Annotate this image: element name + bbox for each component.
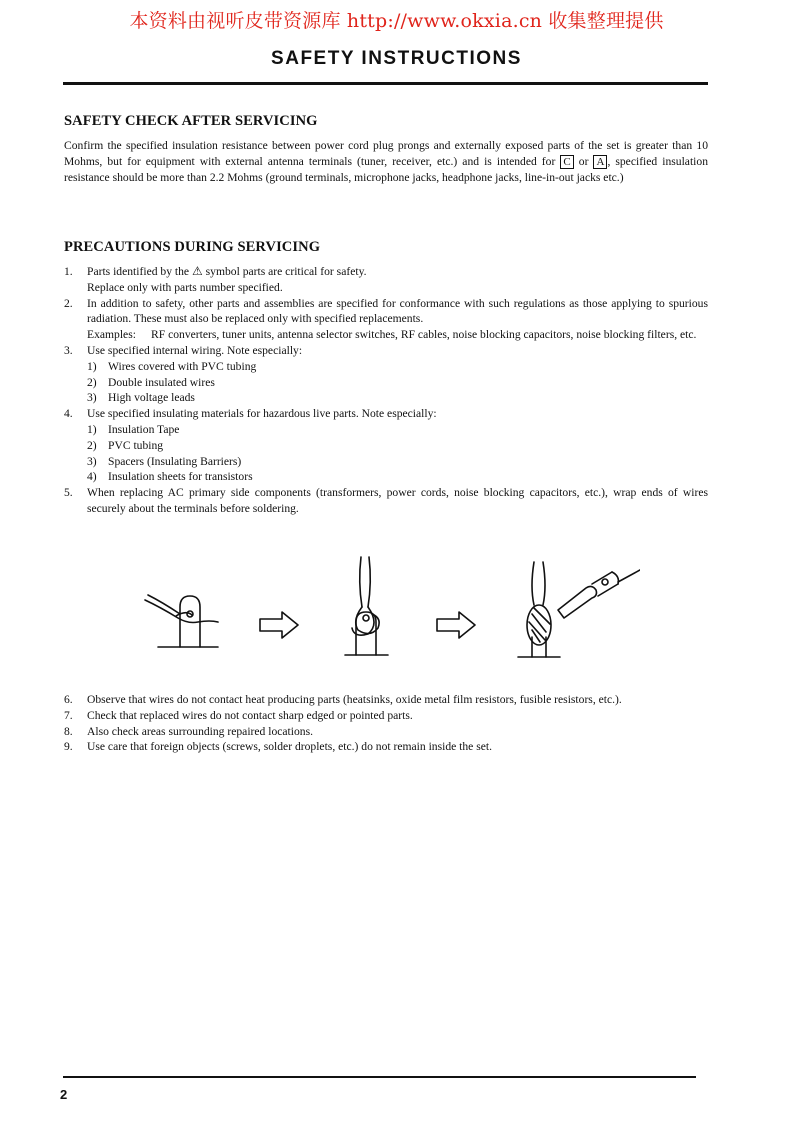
- item-number: 3.: [64, 343, 73, 357]
- item-number: 9.: [64, 740, 73, 754]
- list-item-2: [64, 296, 708, 343]
- sub-text: Spacers (Insulating Barriers): [108, 454, 242, 468]
- sub-text: High voltage leads: [108, 391, 195, 405]
- examples-text: RF converters, tuner units, antenna selector switches, RF cables, noise blocking capacitors, noise blocking filters, etc.: [151, 328, 697, 342]
- examples-row: [87, 327, 708, 343]
- list-item-6: [64, 692, 708, 708]
- sub-item: [87, 438, 708, 454]
- precautions-list: [64, 264, 708, 517]
- list-item-3: [64, 343, 708, 406]
- item-number: 7.: [64, 708, 73, 722]
- sub-text: PVC tubing: [108, 438, 164, 452]
- terminal-step-1-icon: [145, 595, 218, 647]
- item-number: 5.: [64, 486, 73, 500]
- sub-number: 4): [87, 470, 97, 484]
- sub-item: [87, 422, 708, 438]
- sub-number: 2): [87, 375, 97, 389]
- item-number: 2.: [64, 296, 73, 310]
- sub-item: [87, 359, 708, 375]
- sub-text: Insulation Tape: [108, 422, 180, 436]
- right-arrow-icon: [260, 612, 298, 638]
- safety-check-heading: SAFETY CHECK AFTER SERVICING: [64, 113, 318, 129]
- item2-text: In addition to safety, other parts and assemblies are specified for conformance with such regulations as those applying to spurious radiation. These must also be replaced only with specified replacements.: [87, 296, 708, 326]
- item1-text-post: symbol parts are critical for safety.: [205, 265, 367, 278]
- list-item-8: [64, 724, 708, 740]
- safety-check-text-2: , specified insulation resistance should be more than 2.2 Mohms (ground terminals, microphone jacks, headphone jacks, line-in-out jacks etc.): [64, 155, 708, 184]
- sub-item: [87, 390, 708, 406]
- right-arrow-icon: [437, 612, 475, 638]
- sub-number: 1): [87, 359, 97, 373]
- list-item-5: [64, 485, 708, 517]
- list-item-9: [64, 739, 708, 755]
- item1-line2: Replace only with parts number specified.: [87, 280, 283, 294]
- safety-check-paragraph: [64, 138, 708, 186]
- sub-text: Wires covered with PVC tubing: [108, 359, 257, 373]
- sub-item: [87, 454, 708, 470]
- wire-wrapping-illustration: [140, 552, 640, 662]
- item-number: 6.: [64, 693, 73, 706]
- sub-number: 3): [87, 391, 97, 405]
- page-title: SAFETY INSTRUCTIONS: [271, 48, 522, 69]
- sub-number: 2): [87, 438, 97, 452]
- list-item-7: [64, 708, 708, 724]
- precautions-list-continued: [64, 692, 708, 755]
- sub-text: Insulation sheets for transistors: [108, 470, 253, 484]
- item1-text-pre: Parts identified by the: [87, 265, 190, 278]
- footer-rule: [63, 1076, 696, 1078]
- sub-number: 3): [87, 454, 97, 468]
- item-text: Observe that wires do not contact heat producing parts (heatsinks, oxide metal film resistors, fusible resistors, etc.).: [87, 693, 622, 706]
- item-number: 4.: [64, 407, 73, 421]
- item5-text: When replacing AC primary side components (transformers, power cords, noise blocking capacitors, etc.), wrap ends of wires securely about the terminals before soldering.: [87, 486, 708, 515]
- or-word: or: [578, 155, 589, 168]
- page-number: 2: [60, 1087, 68, 1102]
- examples-label: Examples:: [87, 328, 136, 342]
- item-text: Use care that foreign objects (screws, solder droplets, etc.) do not remain inside the set.: [87, 740, 493, 754]
- sub-text: Double insulated wires: [108, 375, 215, 389]
- sub-number: 1): [87, 422, 97, 436]
- item-number: 1.: [64, 265, 73, 278]
- box-a-label: A: [593, 155, 607, 169]
- safety-check-text-1: Confirm the specified insulation resistance between power cord plug prongs and externally exposed parts of the set is greater than 10 Mohms, but for equipment with external antenna terminals (tuner, receiver, etc.) and is intended for: [64, 139, 708, 168]
- warning-triangle-icon: ⚠: [191, 264, 203, 278]
- terminal-step-3-icon: [518, 562, 640, 657]
- precautions-heading: PRECAUTIONS DURING SERVICING: [64, 239, 321, 255]
- list-item-1: [64, 264, 708, 296]
- item-number: 8.: [64, 724, 73, 738]
- watermark-banner: 本资料由视听皮带资源库 http://www.okxia.cn 收集整理提供: [129, 10, 664, 32]
- sub-item: [87, 469, 708, 485]
- item3-text: Use specified internal wiring. Note especially:: [87, 343, 303, 357]
- item-text: Also check areas surrounding repaired locations.: [87, 724, 313, 738]
- list-item-4: [64, 406, 708, 485]
- title-rule: [63, 82, 708, 85]
- sub-item: [87, 375, 708, 391]
- item-text: Check that replaced wires do not contact sharp edged or pointed parts.: [87, 708, 413, 722]
- item4-text: Use specified insulating materials for hazardous live parts. Note especially:: [87, 407, 437, 421]
- box-c-label: C: [560, 155, 573, 169]
- terminal-step-2-icon: [345, 557, 388, 655]
